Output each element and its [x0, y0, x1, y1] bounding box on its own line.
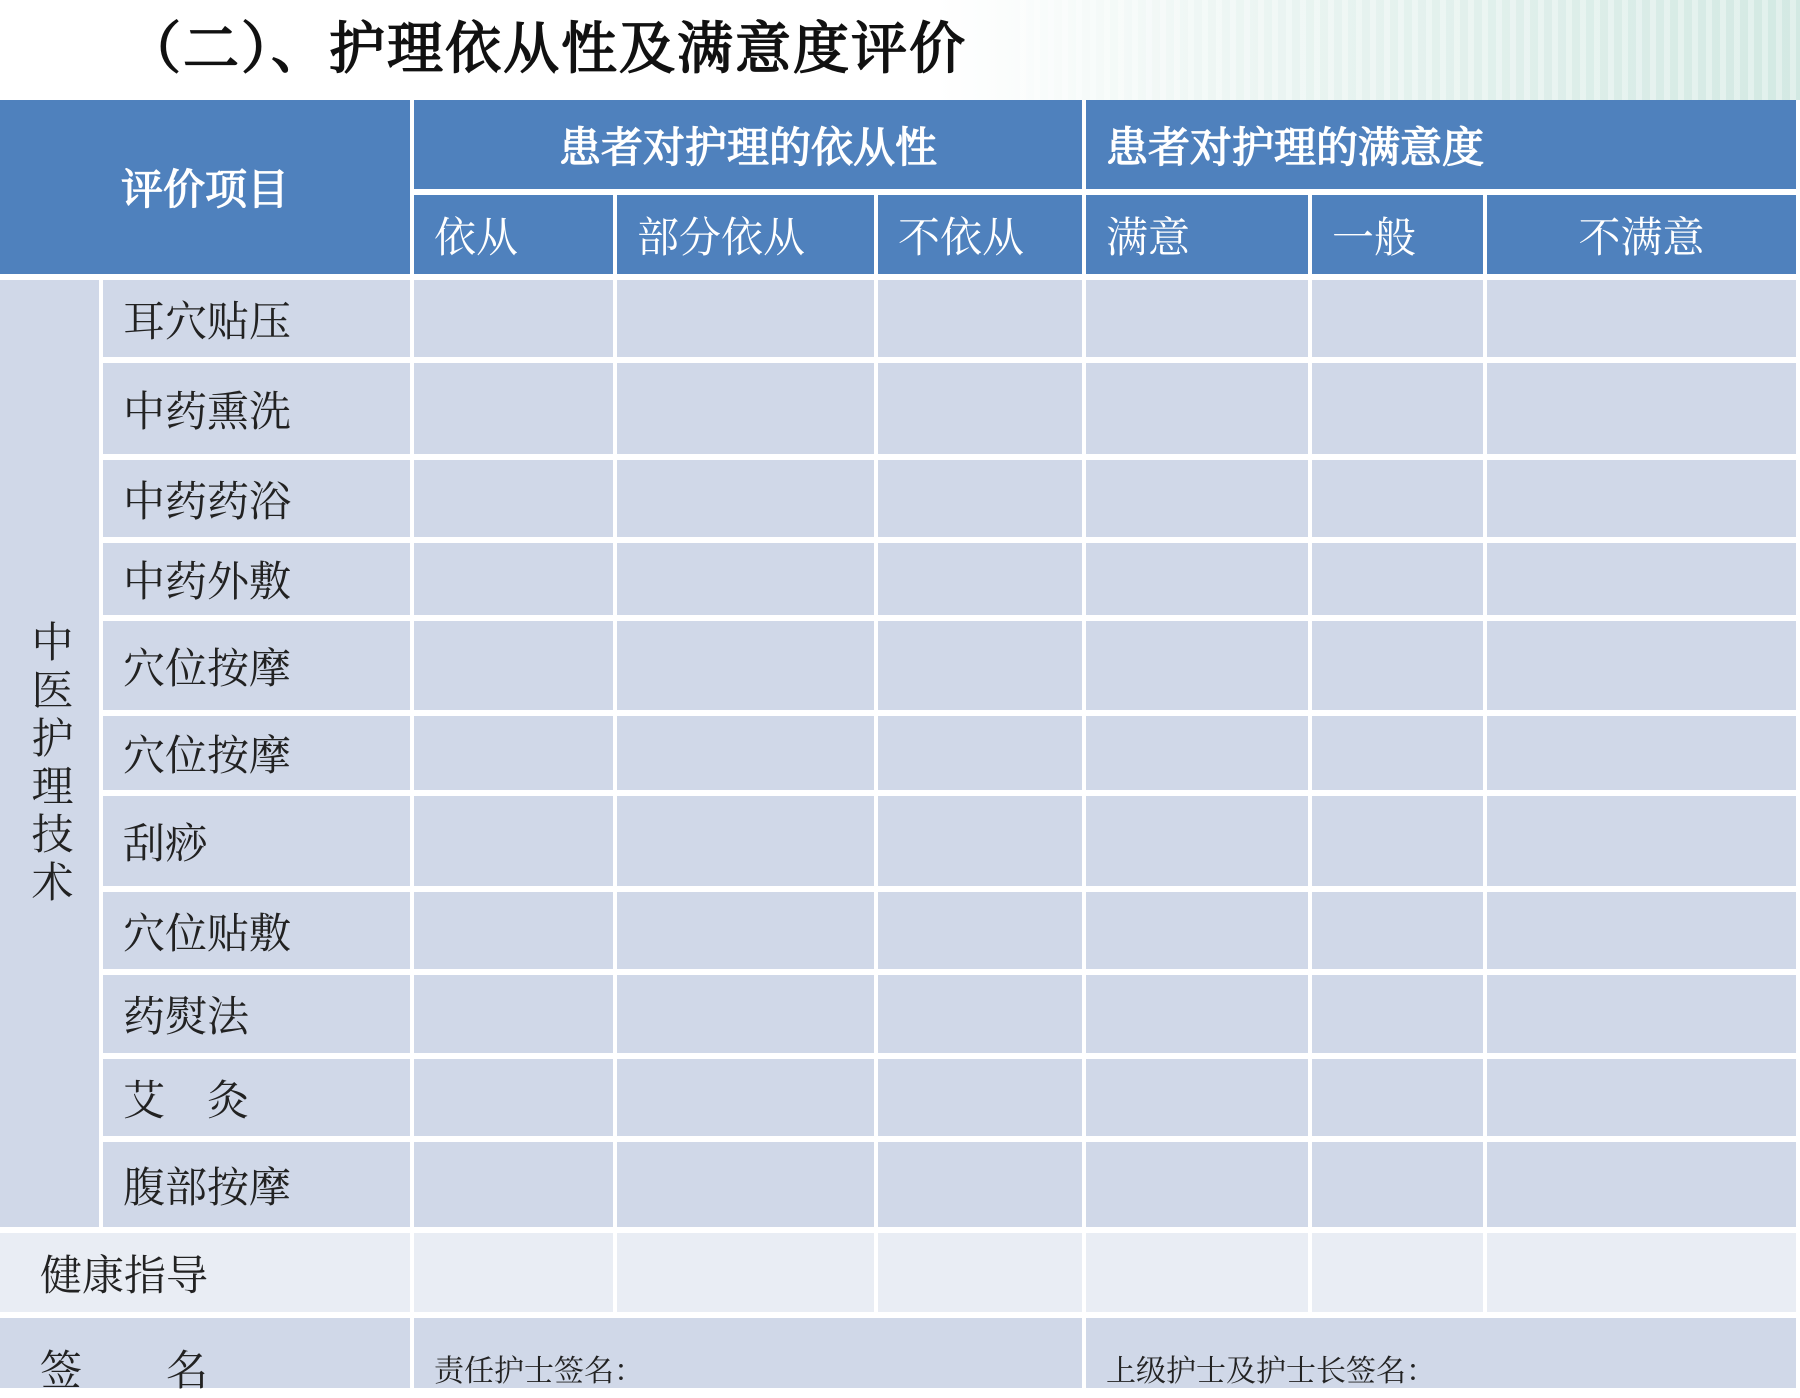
table-cell[interactable] — [414, 460, 617, 543]
row-label: 耳穴贴压 — [103, 280, 414, 363]
row-label: 穴位贴敷 — [103, 892, 414, 975]
header-unsatisfied: 不满意 — [1487, 195, 1800, 280]
table-cell[interactable] — [1312, 1059, 1487, 1142]
table-cell[interactable] — [1487, 716, 1800, 796]
table-cell[interactable] — [1312, 716, 1487, 796]
table-cell[interactable] — [617, 280, 878, 363]
table-cell[interactable] — [414, 1059, 617, 1142]
table-cell[interactable] — [1086, 363, 1312, 460]
table-cell[interactable] — [1312, 543, 1487, 621]
row-label: 药熨法 — [103, 975, 414, 1059]
table-cell[interactable] — [1312, 280, 1487, 363]
table-cell[interactable] — [878, 716, 1086, 796]
header-partial-comply: 部分依从 — [617, 195, 878, 280]
table-cell[interactable] — [1487, 796, 1800, 892]
table-cell[interactable] — [878, 621, 1086, 716]
table-cell[interactable] — [1086, 796, 1312, 892]
table-cell[interactable] — [878, 1059, 1086, 1142]
table-cell[interactable] — [617, 621, 878, 716]
row-label-health-guidance: 健康指导 — [0, 1233, 414, 1318]
table-cell[interactable] — [414, 543, 617, 621]
table-cell[interactable] — [878, 363, 1086, 460]
table-cell[interactable] — [1086, 1233, 1312, 1318]
table-cell[interactable] — [414, 1233, 617, 1318]
table-cell[interactable] — [1086, 543, 1312, 621]
table-cell[interactable] — [414, 716, 617, 796]
table-cell[interactable] — [617, 1233, 878, 1318]
table-cell[interactable] — [414, 621, 617, 716]
header-eval-item: 评价项目 — [0, 100, 414, 280]
table-cell[interactable] — [1086, 460, 1312, 543]
table-cell[interactable] — [878, 892, 1086, 975]
table-cell[interactable] — [878, 1233, 1086, 1318]
nurse-signature-field[interactable]: 责任护士签名： — [414, 1318, 1086, 1394]
senior-signature-field[interactable]: 上级护士及护士长签名： — [1086, 1318, 1800, 1394]
row-label: 穴位按摩 — [103, 716, 414, 796]
table-cell[interactable] — [1487, 363, 1800, 460]
table-cell[interactable] — [1487, 460, 1800, 543]
table-cell[interactable] — [1487, 543, 1800, 621]
table-cell[interactable] — [1312, 621, 1487, 716]
table-cell[interactable] — [1487, 892, 1800, 975]
category-label: 中医护理技术 — [0, 280, 103, 1233]
table-cell[interactable] — [1086, 280, 1312, 363]
table-cell[interactable] — [878, 975, 1086, 1059]
row-label: 中药外敷 — [103, 543, 414, 621]
table-cell[interactable] — [1487, 280, 1800, 363]
row-label: 中药药浴 — [103, 460, 414, 543]
header-compliance-group: 患者对护理的依从性 — [414, 100, 1086, 195]
table-cell[interactable] — [617, 460, 878, 543]
table-cell[interactable] — [1086, 892, 1312, 975]
table-cell[interactable] — [617, 975, 878, 1059]
table-cell[interactable] — [1487, 1059, 1800, 1142]
table-cell[interactable] — [878, 460, 1086, 543]
table-cell[interactable] — [1086, 716, 1312, 796]
table-cell[interactable] — [1312, 460, 1487, 543]
signature-label: 签 名 — [0, 1318, 414, 1394]
table-cell[interactable] — [617, 543, 878, 621]
table-cell[interactable] — [1086, 1142, 1312, 1233]
table-cell[interactable] — [617, 716, 878, 796]
header-average: 一般 — [1312, 195, 1487, 280]
row-label: 中药熏洗 — [103, 363, 414, 460]
table-cell[interactable] — [1487, 621, 1800, 716]
table-cell[interactable] — [878, 543, 1086, 621]
table-cell[interactable] — [1487, 1233, 1800, 1318]
table-cell[interactable] — [1086, 975, 1312, 1059]
table-cell[interactable] — [878, 1142, 1086, 1233]
table-cell[interactable] — [617, 1142, 878, 1233]
table-cell[interactable] — [1312, 1233, 1487, 1318]
table-cell[interactable] — [1086, 1059, 1312, 1142]
table-cell[interactable] — [1086, 621, 1312, 716]
table-cell[interactable] — [1312, 892, 1487, 975]
table-cell[interactable] — [1312, 796, 1487, 892]
table-cell[interactable] — [617, 892, 878, 975]
evaluation-table — [0, 100, 1800, 1395]
row-label: 刮痧 — [103, 796, 414, 892]
table-cell[interactable] — [617, 363, 878, 460]
table-cell[interactable] — [878, 280, 1086, 363]
header-satisfaction-group: 患者对护理的满意度 — [1086, 100, 1800, 195]
table-cell[interactable] — [617, 796, 878, 892]
table-cell[interactable] — [1312, 1142, 1487, 1233]
table-cell[interactable] — [1312, 975, 1487, 1059]
table-cell[interactable] — [414, 280, 617, 363]
table-cell[interactable] — [878, 796, 1086, 892]
table-cell[interactable] — [1312, 363, 1487, 460]
header-not-comply: 不依从 — [878, 195, 1086, 280]
header-comply: 依从 — [414, 195, 617, 280]
header-satisfied: 满意 — [1086, 195, 1312, 280]
table-cell[interactable] — [414, 975, 617, 1059]
table-cell[interactable] — [414, 363, 617, 460]
page-title: （二）、护理依从性及满意度评价 — [125, 17, 967, 82]
row-label: 腹部按摩 — [103, 1142, 414, 1233]
table-cell[interactable] — [617, 1059, 878, 1142]
table-cell[interactable] — [414, 892, 617, 975]
table-cell[interactable] — [1487, 975, 1800, 1059]
table-cell[interactable] — [414, 1142, 617, 1233]
table-cell[interactable] — [1487, 1142, 1800, 1233]
row-label: 穴位按摩 — [103, 621, 414, 716]
row-label: 艾 灸 — [103, 1059, 414, 1142]
table-cell[interactable] — [414, 796, 617, 892]
